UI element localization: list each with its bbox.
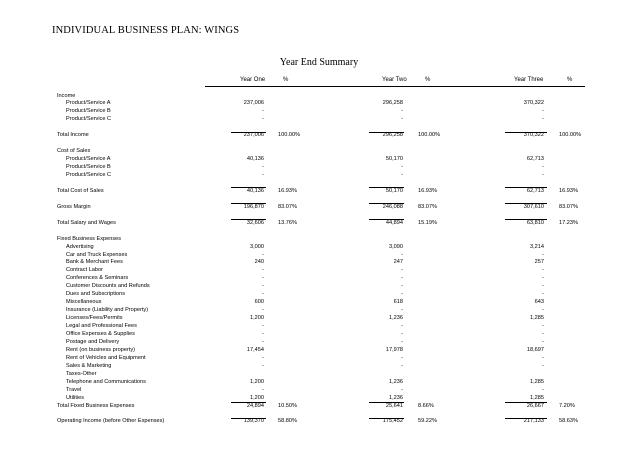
year-two-pct: 15.19%: [418, 219, 437, 226]
year-two-value: 296,258: [382, 132, 403, 139]
year-one-value: -: [262, 307, 264, 314]
row-label: Product/Service B: [66, 164, 111, 171]
year-three-value: -: [542, 251, 544, 258]
year-one-value: 1,200: [250, 378, 264, 385]
year-two-value: 44,894: [385, 219, 403, 226]
year-three-pct: 58.63%: [559, 418, 578, 425]
row-label: Taxes-Other: [66, 370, 97, 377]
total-rule: [369, 402, 404, 403]
year-one-value: 17,454: [246, 346, 264, 353]
year-one-pct: 13.76%: [278, 219, 297, 226]
year-three-value: -: [542, 354, 544, 361]
year-two-value: 296,258: [382, 100, 403, 107]
year-one-value: 600: [254, 299, 264, 306]
col-header-year-three: Year Three: [514, 77, 544, 83]
year-one-value: -: [262, 331, 264, 337]
year-three-value: -: [542, 323, 544, 330]
year-two-pct: 8.66%: [418, 402, 434, 409]
year-two-value: -: [401, 116, 403, 123]
row-label: Legal and Professional Fees: [66, 323, 137, 330]
col-header-year-one: Year One: [240, 77, 266, 83]
year-two-value: 246,088: [382, 203, 403, 210]
total-rule: [369, 203, 404, 204]
year-two-pct: 16.93%: [418, 187, 437, 194]
year-two-value: 3,090: [389, 243, 403, 250]
year-three-value: 217,133: [523, 418, 544, 425]
total-rule: [231, 203, 266, 204]
col-header-pct-two: %: [425, 77, 431, 83]
year-one-value: -: [262, 323, 264, 330]
year-one-value: -: [262, 354, 264, 361]
year-two-value: -: [401, 307, 403, 314]
year-one-value: 240: [254, 259, 264, 266]
year-one-value: 139,370: [243, 418, 264, 425]
row-label: Rent (on business property): [66, 346, 136, 353]
row-label: Product/Service B: [66, 108, 111, 115]
row-label: Total Income: [57, 132, 89, 139]
row-label: Product/Service C: [66, 116, 112, 123]
row-label: Miscellaneous: [66, 299, 102, 306]
col-header-pct-one: %: [283, 77, 289, 83]
year-three-value: 307,610: [523, 203, 544, 210]
year-one-value: 24,894: [246, 402, 264, 409]
year-three-value: 1,285: [530, 394, 544, 401]
year-three-value: 63,810: [526, 219, 544, 226]
year-two-value: -: [401, 323, 403, 330]
year-two-pct: 83.07%: [418, 203, 437, 210]
year-three-value: 62,713: [526, 187, 544, 194]
year-three-value: 370,322: [523, 132, 544, 139]
total-rule: [369, 219, 404, 220]
year-two-value: -: [401, 267, 403, 274]
year-two-value: -: [401, 172, 403, 178]
year-one-value: -: [262, 291, 264, 298]
year-three-value: -: [542, 307, 544, 314]
year-two-value: -: [401, 291, 403, 298]
total-rule: [231, 132, 266, 133]
total-rule: [505, 132, 547, 133]
year-two-value: 247: [393, 259, 403, 266]
year-three-value: -: [542, 338, 544, 345]
year-two-value: -: [401, 108, 403, 115]
row-label: Utilities: [66, 394, 85, 401]
row-label: Insurance (Liability and Property): [66, 307, 149, 314]
row-label: Product/Service C: [66, 172, 112, 178]
total-rule: [505, 402, 547, 403]
year-one-value: -: [262, 362, 264, 369]
year-two-value: 50,170: [385, 156, 403, 163]
year-one-value: 1,200: [250, 315, 264, 322]
year-two-value: 618: [393, 299, 403, 306]
year-three-value: -: [542, 275, 544, 282]
year-one-value: 32,606: [246, 219, 264, 226]
total-rule: [505, 418, 547, 419]
year-two-value: -: [401, 164, 403, 171]
row-label: Gross Margin: [57, 203, 91, 210]
row-label: Bank & Merchant Fees: [66, 259, 123, 266]
year-two-value: -: [401, 251, 403, 258]
year-two-value: 25,641: [385, 402, 403, 409]
year-three-value: -: [542, 331, 544, 337]
year-three-pct: 7.20%: [559, 402, 575, 409]
report-subtitle: Year End Summary: [279, 57, 359, 68]
row-label: Sales & Marketing: [66, 362, 112, 369]
year-one-value: -: [262, 386, 264, 393]
year-one-pct: 58.80%: [278, 418, 297, 425]
year-two-value: 1,236: [389, 315, 403, 322]
year-two-value: 1,236: [389, 394, 403, 401]
year-one-value: -: [262, 251, 264, 258]
year-one-value: 237,006: [243, 100, 264, 107]
year-three-value: 257: [534, 259, 544, 266]
total-rule: [505, 203, 547, 204]
row-label: Licenses/Fees/Permits: [66, 315, 123, 322]
year-two-value: 17,978: [385, 346, 403, 353]
col-header-pct-three: %: [567, 77, 573, 83]
row-label: Income: [57, 92, 76, 99]
year-one-value: -: [262, 275, 264, 282]
row-label: Product/Service A: [66, 100, 111, 107]
row-label: Telephone and Communications: [66, 378, 146, 385]
row-label: Fixed Business Expenses: [57, 235, 122, 242]
year-three-pct: 100.00%: [559, 132, 582, 139]
year-two-value: -: [401, 362, 403, 369]
row-label: Office Expenses & Supplies: [66, 331, 135, 337]
row-label: Postage and Delivery: [66, 338, 120, 345]
year-three-value: -: [542, 291, 544, 298]
year-three-value: -: [542, 267, 544, 274]
year-three-value: -: [542, 164, 544, 171]
year-two-value: -: [401, 331, 403, 337]
year-two-value: 175,452: [382, 418, 403, 425]
row-label: Car and Truck Expenses: [66, 251, 128, 258]
total-rule: [231, 187, 266, 188]
year-three-value: 1,285: [530, 315, 544, 322]
year-three-value: -: [542, 362, 544, 369]
row-label: Total Salary and Wages: [57, 219, 116, 226]
row-label: Dues and Subscriptions: [66, 291, 126, 298]
year-three-value: 643: [534, 299, 544, 306]
col-header-year-two: Year Two: [382, 77, 407, 83]
total-rule: [231, 219, 266, 220]
row-label: Total Fixed Business Expenses: [57, 402, 135, 409]
year-one-value: -: [262, 116, 264, 123]
year-one-value: 1,200: [250, 394, 264, 401]
year-one-value: -: [262, 108, 264, 115]
year-one-pct: 100.00%: [278, 132, 301, 139]
total-rule: [369, 187, 404, 188]
row-label: Advertising: [66, 243, 94, 250]
year-three-value: 1,285: [530, 378, 544, 385]
row-label: Contract Labor: [66, 267, 104, 274]
total-rule: [231, 402, 266, 403]
year-three-pct: 16.93%: [559, 187, 578, 194]
year-three-value: 26,667: [526, 402, 544, 409]
header-rule: [205, 86, 585, 87]
row-label: Cost of Sales: [57, 148, 91, 155]
year-one-value: -: [262, 164, 264, 171]
year-one-value: -: [262, 283, 264, 290]
year-two-value: -: [401, 386, 403, 393]
total-rule: [369, 418, 404, 419]
year-three-value: 370,322: [523, 100, 544, 107]
row-label: Conferences & Seminars: [66, 275, 129, 282]
year-one-value: -: [262, 267, 264, 274]
year-one-pct: 10.50%: [278, 402, 297, 409]
row-label: Rent of Vehicles and Equipment: [66, 354, 146, 361]
year-three-value: -: [542, 108, 544, 115]
row-label: Total Cost of Sales: [57, 187, 104, 194]
year-three-value: -: [542, 116, 544, 123]
year-one-value: 196,870: [243, 203, 264, 210]
year-one-value: -: [262, 338, 264, 345]
year-three-pct: 17.23%: [559, 219, 578, 226]
row-label: Operating Income (before Other Expenses): [57, 418, 165, 425]
row-label: Travel: [66, 386, 82, 393]
year-one-value: 40,136: [246, 187, 264, 194]
year-two-value: -: [401, 275, 403, 282]
total-rule: [369, 132, 404, 133]
row-label: Customer Discounts and Refunds: [66, 283, 150, 290]
total-rule: [505, 187, 547, 188]
year-one-value: 3,000: [250, 243, 264, 250]
year-three-value: -: [542, 283, 544, 290]
row-label: Product/Service A: [66, 156, 111, 163]
year-one-value: 237,006: [243, 132, 264, 139]
year-two-value: -: [401, 354, 403, 361]
year-two-value: -: [401, 283, 403, 290]
document-title: INDIVIDUAL BUSINESS PLAN: WINGS: [52, 25, 240, 36]
year-two-value: 50,170: [385, 187, 403, 194]
year-one-pct: 16.93%: [278, 187, 297, 194]
year-one-value: -: [262, 172, 264, 178]
year-two-pct: 100.00%: [418, 132, 441, 139]
year-three-pct: 83.07%: [559, 203, 578, 210]
year-three-value: 62,713: [526, 156, 544, 163]
year-two-value: -: [401, 338, 403, 345]
year-three-value: -: [542, 386, 544, 393]
year-two-pct: 59.22%: [418, 418, 437, 425]
year-one-value: 40,136: [246, 156, 264, 163]
year-two-value: 1,236: [389, 378, 403, 385]
total-rule: [231, 418, 266, 419]
total-rule: [505, 219, 547, 220]
year-one-pct: 83.07%: [278, 203, 297, 210]
year-three-value: 18,697: [526, 346, 544, 353]
year-three-value: -: [542, 172, 544, 178]
year-three-value: 3,214: [530, 243, 544, 250]
